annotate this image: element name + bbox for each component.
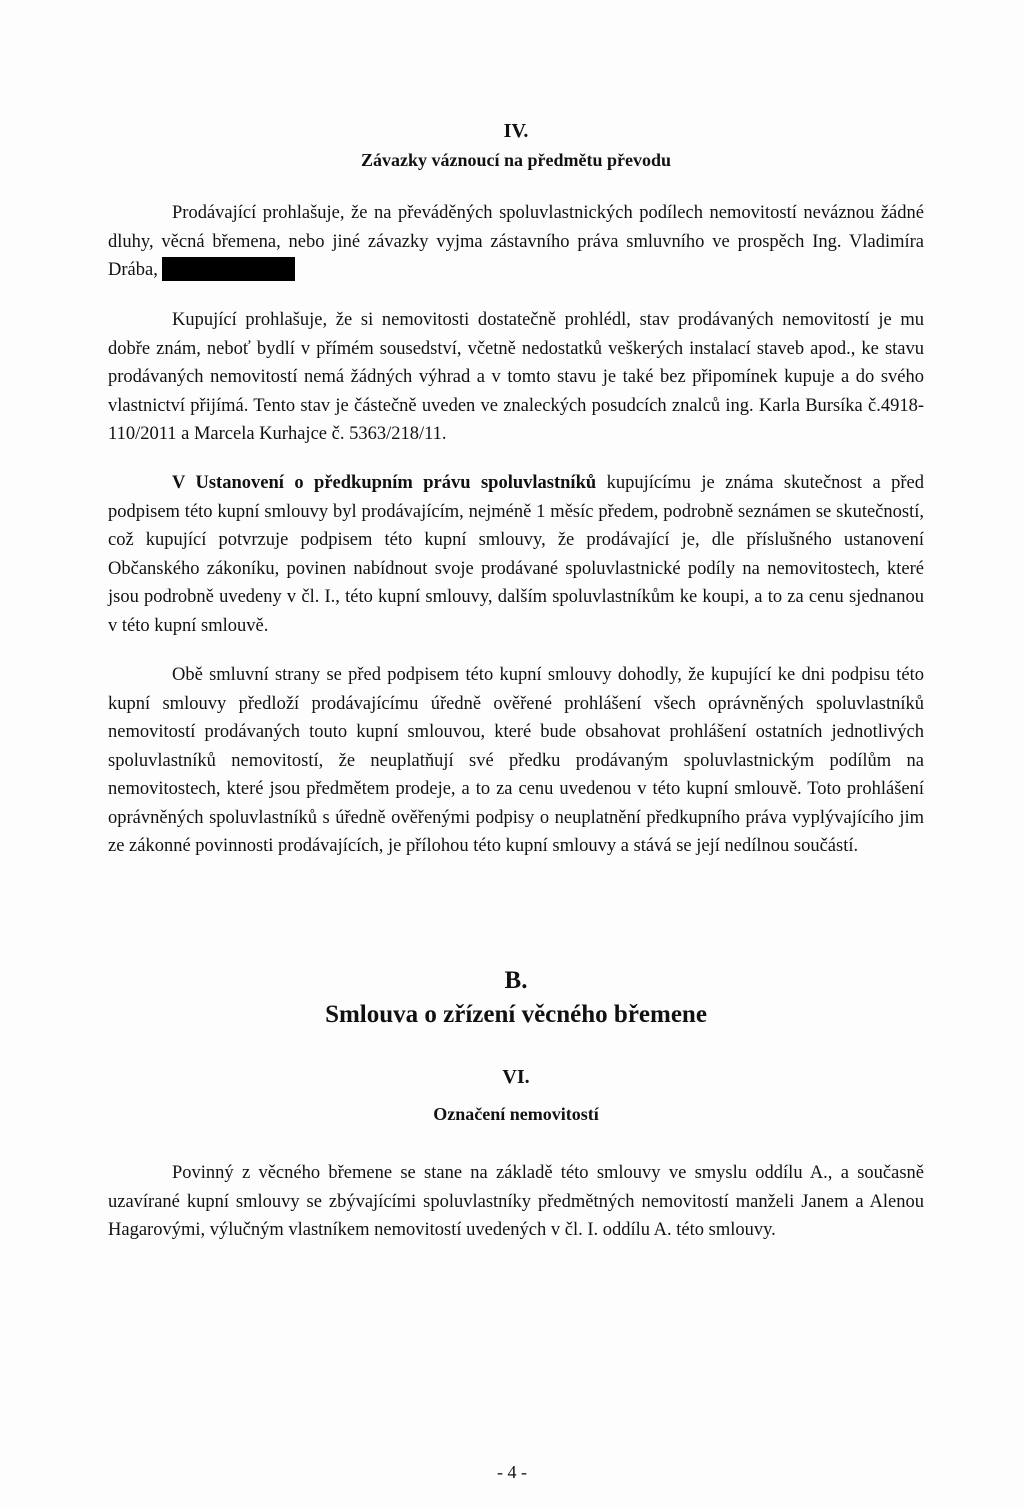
- paragraph-declaration: Obě smluvní strany se před podpisem této kupní smlouvy dohodly, že kupující ke dni podpisu této kupní smlouvy předloží prodávajícímu úředně ověřené prohlášení všech oprávněných spoluvlastníků nemovitostí prodávaných touto kupní smlouvou, které bude obsahovat prohlášení ostatních jednotlivých spoluvlastníků nemovitostí, že neuplatňují své předku prodávaným spoluvlastnickým podílům na nemovitostech, které jsou předmětem prodeje, a to za cenu uvedenou v této kupní smlouvě. Toto prohlášení oprávněných spoluvlastníků s úředně ověřenými podpisy o neuplatnění předkupního práva vyplývajícího jim ze zákonné povinnosti prodávajících, je přílohou této kupní smlouvy a stává se její nedílnou součástí.: [108, 665, 924, 856]
- paragraph-buyer-inspection: Kupující prohlašuje, že si nemovitosti dostatečně prohlédl, stav prodávaných nemovitostí je mu dobře znám, neboť bydlí v přímém sousedství, včetně nedostatků veškerých instalací staveb apod., ke stavu prodávaných nemovitostí nemá žádných výhrad a v tomto stavu je také bez připomínek kupuje a do svého vlastnictví přijímá. Tento stav je částečně uveden ve znaleckých posudcích znalců ing. Karla Bursíka č.4918-110/2011 a Marcela Kurhajce č. 5363/218/11.: [108, 310, 924, 444]
- paragraph-preemption-text: kupujícímu je známa skutečnost a před podpisem této kupní smlouvy byl prodávajícím, nejméně 1 měsíc předem, podrobně seznámen se skutečností, což kupující potvrzuje podpisem této kupní smlouvy, že prodávající je, dle příslušného ustanovení Občanského zákoníku, povinen nabídnout svoje prodávané spoluvlastnické podíly na nemovitostech, které jsou podrobně uvedeny v čl. I., této kupní smlouvy, dalším spoluvlastníkům ke koupi, a to za cenu sjednanou v této kupní smlouvě.: [108, 473, 924, 636]
- section-iv-number: IV.: [503, 120, 529, 142]
- paragraph-preemption: [108, 469, 924, 640]
- redaction-bar: [162, 257, 295, 281]
- section-iv-title: Závazky váznoucí na předmětu převodu: [360, 150, 672, 170]
- paragraph-obligations-text: Prodávající prohlašuje, že na převáděných spoluvlastnických podílech nemovitostí neváznou žádné dluhy, věcná břemena, nebo jiné závazky vyjma zástavního práva smluvního ve prospěch Ing. Vladimíra Drába,: [108, 203, 924, 280]
- part-b-title: Smlouva o zřízení věcného břemene: [325, 1001, 707, 1028]
- section-vi-title: Označení nemovitostí: [433, 1104, 599, 1124]
- paragraph-easement: Povinný z věcného břemene se stane na základě této smlouvy ve smyslu oddílu A., a současně uzavírané kupní smlouvy se zbývajícími spoluvlastníky předmětných nemovitostí manželi Janem a Alenou Hagarovými, výlučným vlastníkem nemovitostí uvedených v čl. I. oddílu A. této smlouvy.: [108, 1163, 924, 1240]
- paragraph-preemption-bold: V Ustanovení o předkupním právu spoluvlastníků: [172, 473, 597, 493]
- paragraph-obligations: [108, 199, 924, 285]
- page-number: - 4 -: [497, 1462, 527, 1482]
- section-vi-number: VI.: [502, 1066, 530, 1088]
- part-b-letter: B.: [504, 967, 528, 994]
